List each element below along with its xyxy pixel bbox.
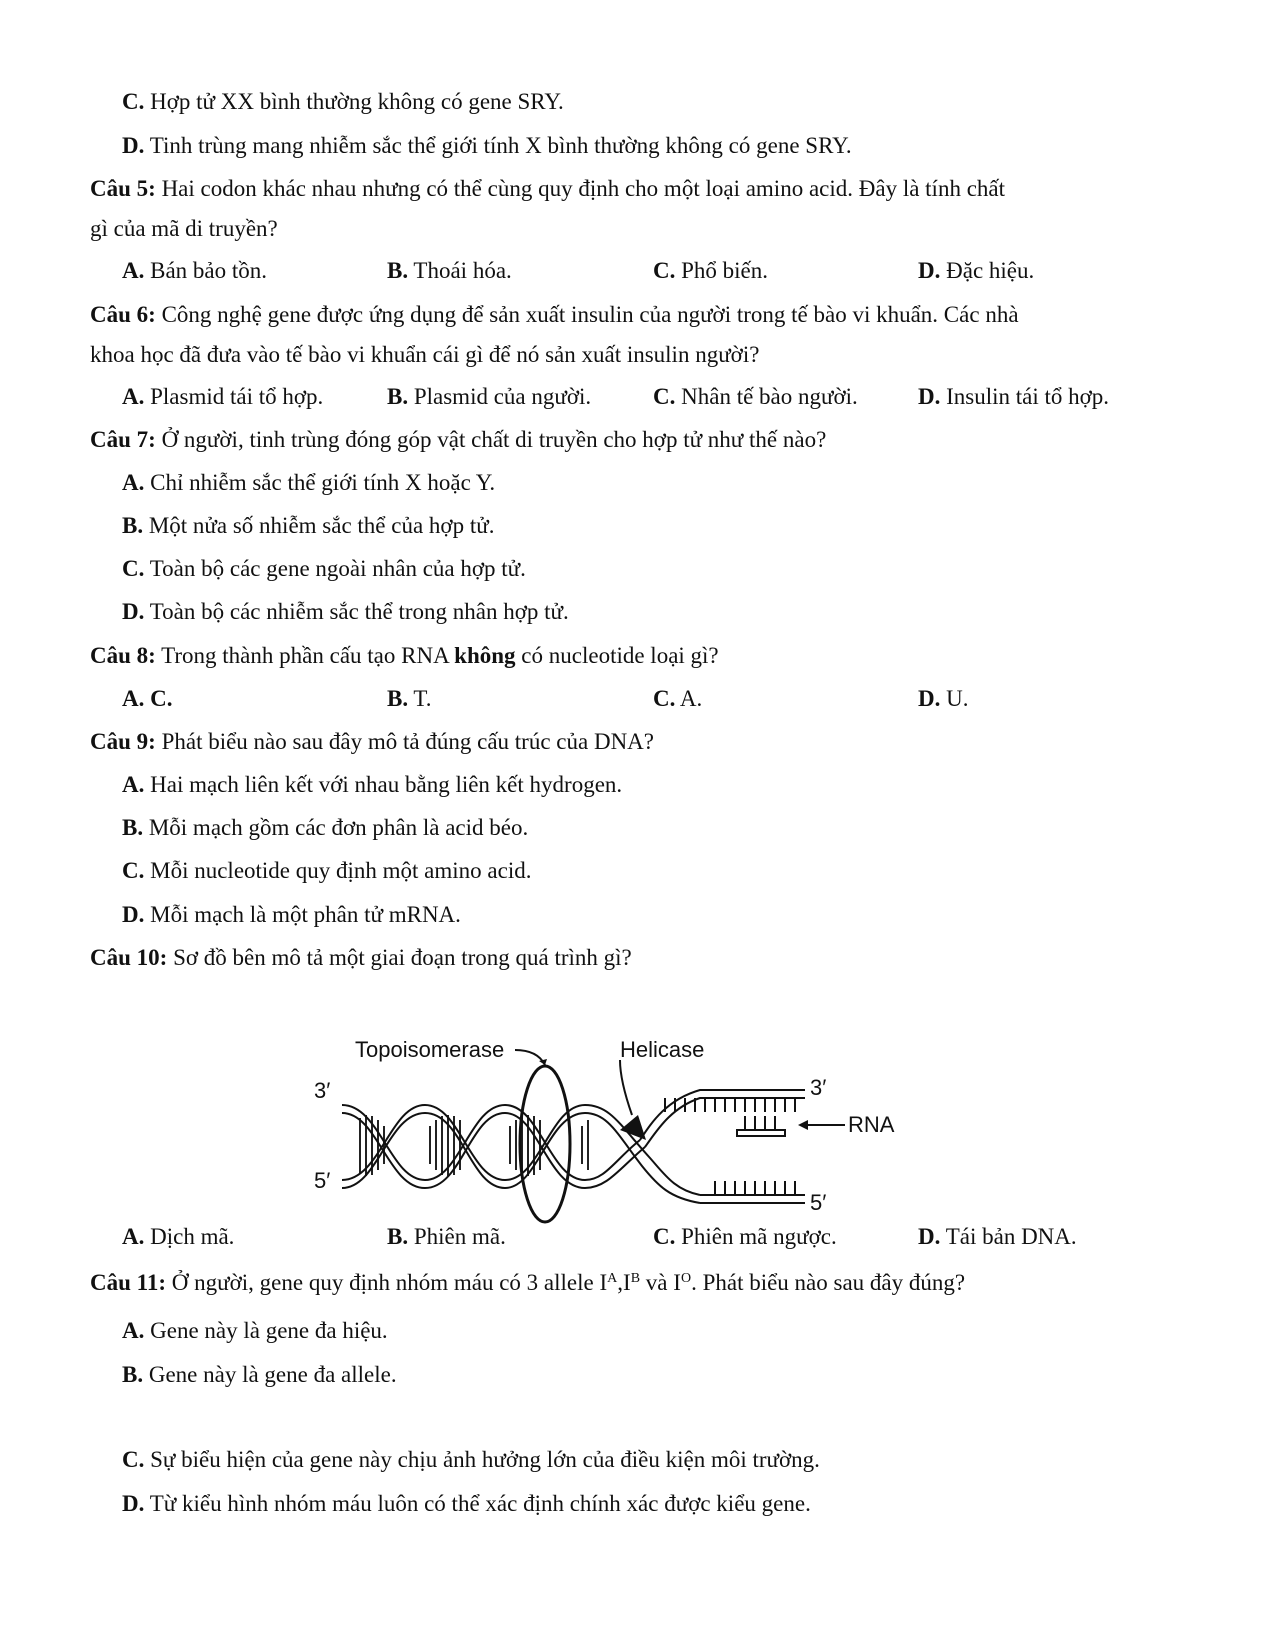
q11-option-c	[122, 1445, 820, 1475]
q9-option-b	[122, 813, 528, 843]
question-label: Câu 9:	[90, 729, 156, 754]
q4-option-c	[122, 87, 564, 117]
emphasis-word: không	[454, 643, 516, 668]
q6-stem-cont: khoa học đã đưa vào tế bào vi khuẩn cái gì để nó sản xuất insulin người?	[90, 342, 760, 367]
q5-option-c	[653, 256, 768, 286]
q7-option-a	[122, 468, 495, 498]
q8-option-b	[387, 684, 432, 714]
option-letter: B.	[387, 258, 409, 283]
q8-stem	[90, 641, 719, 671]
option-letter: B.	[387, 384, 409, 409]
option-letter: D.	[122, 902, 145, 927]
option-text: Mỗi mạch gồm các đơn phân là acid béo.	[143, 815, 529, 840]
question-text: Ở người, tinh trùng đóng góp vật chất di truyền cho hợp tử như thế nào?	[155, 427, 827, 452]
option-text: C.	[144, 686, 173, 711]
option-letter: A.	[122, 470, 145, 495]
left-5prime-label: 5′	[314, 1168, 331, 1193]
q9-option-d	[122, 900, 461, 930]
option-letter: B.	[387, 1224, 409, 1249]
option-text: Phiên mã ngược.	[675, 1224, 837, 1249]
rna-label: RNA	[848, 1112, 895, 1137]
q7-option-d	[122, 597, 569, 627]
option-letter: C.	[122, 89, 145, 114]
q10-option-b	[387, 1222, 506, 1252]
option-letter: D.	[122, 1491, 145, 1516]
option-text: Từ kiểu hình nhóm máu luôn có thể xác định chính xác được kiểu gene.	[144, 1491, 811, 1516]
option-text: Bán bảo tồn.	[144, 258, 268, 283]
split-strand-bases	[665, 1098, 795, 1195]
option-text: Plasmid của người.	[408, 384, 592, 409]
allele-o-sup: O	[680, 1271, 692, 1286]
q11-option-d	[122, 1489, 811, 1519]
option-letter: A.	[122, 1318, 145, 1343]
option-letter: B.	[387, 686, 409, 711]
option-letter: C.	[122, 858, 145, 883]
option-letter: A.	[122, 686, 145, 711]
option-letter: B.	[122, 815, 144, 840]
q6-option-c	[653, 382, 858, 412]
q7-stem	[90, 425, 826, 455]
q6-option-b	[387, 382, 591, 412]
option-text: Sự biểu hiện của gene này chịu ảnh hưởng lớn của điều kiện môi trường.	[144, 1447, 820, 1472]
q5-stem-cont: gì của mã di truyền?	[90, 216, 278, 241]
q7-option-b	[122, 511, 494, 541]
option-text: Hai mạch liên kết với nhau bằng liên kết hydrogen.	[144, 772, 623, 797]
q11-option-b	[122, 1360, 397, 1390]
topoisomerase-pointer	[515, 1050, 545, 1065]
option-text: T.	[408, 686, 432, 711]
q4-option-d	[122, 131, 852, 161]
q11-option-a	[122, 1316, 388, 1346]
q6-option-d	[918, 382, 1109, 412]
option-letter: C.	[653, 258, 676, 283]
q10-option-d	[918, 1222, 1077, 1252]
option-text: Toàn bộ các gene ngoài nhân của hợp tử.	[144, 556, 526, 581]
option-text: Toàn bộ các nhiễm sắc thể trong nhân hợp tử.	[144, 599, 569, 624]
option-text: A.	[675, 686, 703, 711]
option-letter: C.	[653, 1224, 676, 1249]
option-text: Một nửa số nhiễm sắc thể của hợp tử.	[143, 513, 495, 538]
option-letter: A.	[122, 772, 145, 797]
allele-i: I	[599, 1270, 608, 1295]
option-text: Tái bản DNA.	[940, 1224, 1077, 1249]
option-text: Mỗi nucleotide quy định một amino acid.	[144, 858, 532, 883]
q9-stem	[90, 727, 654, 757]
option-letter: B.	[122, 1362, 144, 1387]
topoisomerase-arrowhead	[539, 1059, 547, 1065]
question-text-end: có nucleotide loại gì?	[515, 643, 719, 668]
q9-option-a	[122, 770, 622, 800]
allele-separator: ,	[617, 1270, 624, 1295]
option-letter: A.	[122, 384, 145, 409]
q5-option-d	[918, 256, 1034, 286]
option-text: U.	[940, 686, 969, 711]
option-letter: A.	[122, 1224, 145, 1249]
q10-stem	[90, 943, 632, 973]
option-text: Đặc hiệu.	[940, 258, 1035, 283]
option-text: Plasmid tái tổ hợp.	[144, 384, 324, 409]
q8-option-a	[122, 684, 173, 714]
left-3prime-label: 3′	[314, 1078, 331, 1103]
option-letter: D.	[122, 599, 145, 624]
helicase-pointer	[620, 1060, 632, 1115]
option-text: Phiên mã.	[408, 1224, 506, 1249]
option-text: Tinh trùng mang nhiễm sắc thể giới tính X bình thường không có gene SRY.	[144, 133, 852, 158]
allele-a-sup: A	[607, 1271, 618, 1286]
option-letter: A.	[122, 258, 145, 283]
option-letter: D.	[918, 1224, 941, 1249]
q8-option-c	[653, 684, 702, 714]
q9-option-c	[122, 856, 531, 886]
question-text: Phát biểu nào sau đây mô tả đúng cấu trúc của DNA?	[155, 729, 654, 754]
q8-option-d	[918, 684, 969, 714]
option-text: Chỉ nhiễm sắc thể giới tính X hoặc Y.	[144, 470, 496, 495]
option-text: Dịch mã.	[144, 1224, 235, 1249]
question-text: Ở người, gene quy định nhóm máu có 3 allele	[166, 1270, 600, 1295]
rna-primer	[737, 1116, 785, 1136]
option-letter: D.	[918, 258, 941, 283]
option-letter: C.	[122, 556, 145, 581]
question-text-end: . Phát biểu nào sau đây đúng?	[691, 1270, 966, 1295]
option-text: Insulin tái tổ hợp.	[940, 384, 1110, 409]
q6-stem	[90, 300, 1019, 330]
option-text: Phổ biến.	[675, 258, 769, 283]
q5-option-b	[387, 256, 512, 286]
question-text: Hai codon khác nhau nhưng có thể cùng quy định cho một loại amino acid. Đây là tính chất	[155, 176, 1006, 201]
option-letter: B.	[122, 513, 144, 538]
allele-i: I	[623, 1270, 631, 1295]
question-text: Trong thành phần cấu tạo RNA	[155, 643, 455, 668]
q10-option-a	[122, 1222, 234, 1252]
option-text: Gene này là gene đa hiệu.	[144, 1318, 388, 1343]
q5-option-a	[122, 256, 267, 286]
q7-option-c	[122, 554, 526, 584]
question-text: Sơ đồ bên mô tả một giai đoạn trong quá trình gì?	[167, 945, 632, 970]
q10-option-c	[653, 1222, 837, 1252]
q5-stem	[90, 174, 1005, 204]
option-text: Thoái hóa.	[408, 258, 512, 283]
q6-option-a	[122, 382, 323, 412]
option-text: Hợp tử XX bình thường không có gene SRY.	[144, 89, 564, 114]
question-label: Câu 11:	[90, 1270, 167, 1295]
question-label: Câu 7:	[90, 427, 156, 452]
option-text: Nhân tế bào người.	[675, 384, 858, 409]
helicase-wedge	[620, 1115, 646, 1140]
question-label: Câu 6:	[90, 302, 156, 327]
allele-b-sup: B	[630, 1271, 641, 1286]
question-text: Công nghệ gene được ứng dụng để sản xuất insulin của người trong tế bào vi khuẩn. Các nhà	[155, 302, 1019, 327]
q11-stem	[90, 1268, 965, 1298]
question-label: Câu 5:	[90, 176, 156, 201]
right-3prime-label: 3′	[810, 1075, 827, 1100]
helicase-label: Helicase	[620, 1037, 705, 1062]
question-label: Câu 8:	[90, 643, 156, 668]
option-letter: D.	[918, 384, 941, 409]
option-letter: C.	[122, 1447, 145, 1472]
option-text: Gene này là gene đa allele.	[143, 1362, 397, 1387]
option-letter: D.	[122, 133, 145, 158]
option-letter: C.	[653, 384, 676, 409]
topoisomerase-label: Topoisomerase	[355, 1037, 505, 1062]
option-letter: D.	[918, 686, 941, 711]
option-text: Mỗi mạch là một phân tử mRNA.	[144, 902, 461, 927]
right-5prime-label: 5′	[810, 1190, 827, 1215]
option-letter: C.	[653, 686, 676, 711]
rna-arrowhead	[798, 1120, 808, 1130]
conjunction: và	[640, 1270, 674, 1295]
question-label: Câu 10:	[90, 945, 168, 970]
allele-i: I	[673, 1270, 681, 1295]
